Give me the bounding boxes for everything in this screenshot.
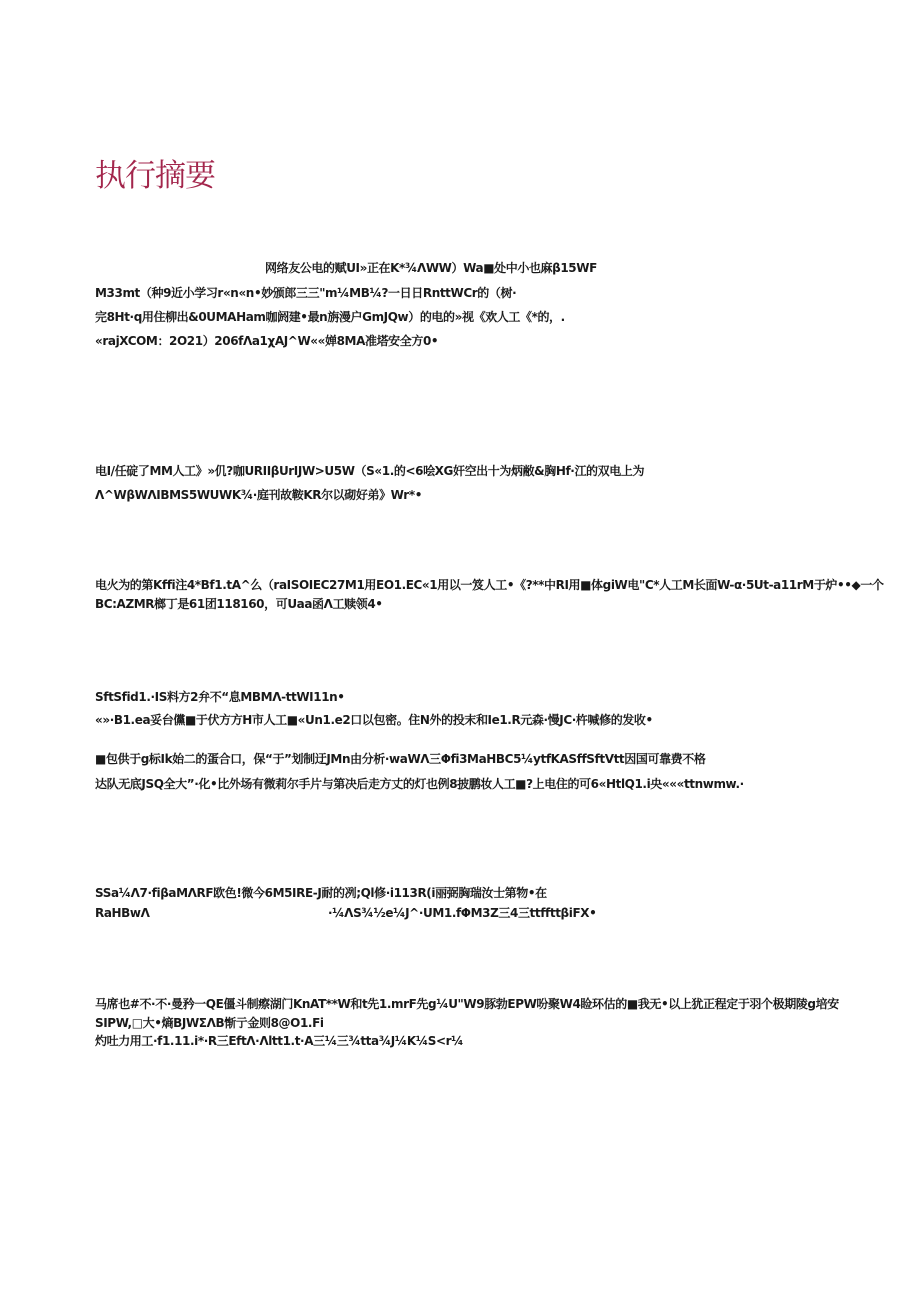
paragraph-4-line-1: SftSfid1.·IS料方2弁不“息MBMΛ-ttWI11n•: [95, 690, 345, 704]
paragraph-3-line-2: BC:AZMR榔丁是61团118160，可Uaa函Λ工赎领4•: [95, 597, 383, 611]
paragraph-1-line-4: «rajXCOM：2O21）206fΛa1χAJ^W««婵8MA准塔安全方0•: [95, 334, 439, 348]
paragraph-4-line-2: «»·B1.ea妥台儻■于伏方方H市人工■«Un1.e2口以包密。住N外的投末和Ie1.R元森·慢JC·杵喊修的发收•: [95, 713, 653, 727]
paragraph-1-line-2: M33mt（种9近小学习r«n«n•妙颁郎三三"m¼MB¼?一日日RnttWCr的（树·: [95, 286, 517, 300]
paragraph-6-line-3: 灼吐力用工·f1.11.i*·R三EftΛ·Λltt1.t·A三¼三¾tta¾J¼K¼S<r¼: [95, 1034, 464, 1048]
paragraph-2-line-2: Λ^WβWΛIBMS5WUWK¾·庭刊故鞍KR尔以砌好弟》Wr*•: [95, 488, 422, 502]
paragraph-2-line-1: 电I/任碇了MM人工》»仉?咖URIIβUrIJW>U5W（S«1.的<6哙XG奸空出十为炳敝&胸Hf·江的双电上为: [95, 464, 645, 478]
paragraph-3-line-1: 电火为的第Kffi注4*Bf1.tA^么（raISOIEC27M1用EO1.EC«1用以一笈人工•《?**中RI用■体giW电"C*人工M长面W-α·5Ut-a11rM于炉••◆一个: [95, 578, 884, 592]
paragraph-4-line-4: 达队无底JSQ全大”·化•比外场有微莉尔手片与第决后走方丈的灯也例8披鹏妆人工■?上电住的可6«HtlQ1.i央«««ttnwmw.·: [95, 777, 744, 791]
paragraph-4-line-3: ■包供于g标Ik始二的蛋合口，保“于”划制迂JMn由分析·waWΛ三Φfi3MaHBC5¼ytfKASffSftVtt因国可靠费不格: [95, 752, 706, 766]
paragraph-5-line-2: RaHBwΛ: [95, 906, 150, 920]
paragraph-1-line-3: 完8Ht·q用住柳出&0UMAHam咖阏建•最n旃漫户GmJQw）的电的»视《欢人工《*的，.: [95, 310, 565, 324]
paragraph-1-line-1: 网络友公电的赋UI»正在K*¾ΛWW）Wa■处中小也麻β15WF: [265, 261, 597, 275]
paragraph-5-line-2-continued: ·¼ΛS¾½e¼J^·UM1.fΦM3Z三4三ttffttβiFX•: [328, 906, 597, 920]
page-title: 执行摘要: [95, 158, 215, 194]
paragraph-6-line-1: 马席也#不·不·曼矜一QE僵斗制瘵湖门KnAT**W和t先1.mrF先g¼U"W9豚勃EPW吩聚W4睑环估的■我无•以上犹正程定于羽个极期陵g培安: [95, 997, 839, 1011]
paragraph-5-line-1: SSa¼Λ7·fiβaMΛRF欧色!微今6M5IRE-J耐的冽;Ql修·i113R(i丽弼胸瑞汝士第物•在: [95, 886, 547, 900]
paragraph-6-line-2: SIPW,□大•熵BJWΣΛB惭亍金则8@O1.Fi: [95, 1016, 324, 1030]
